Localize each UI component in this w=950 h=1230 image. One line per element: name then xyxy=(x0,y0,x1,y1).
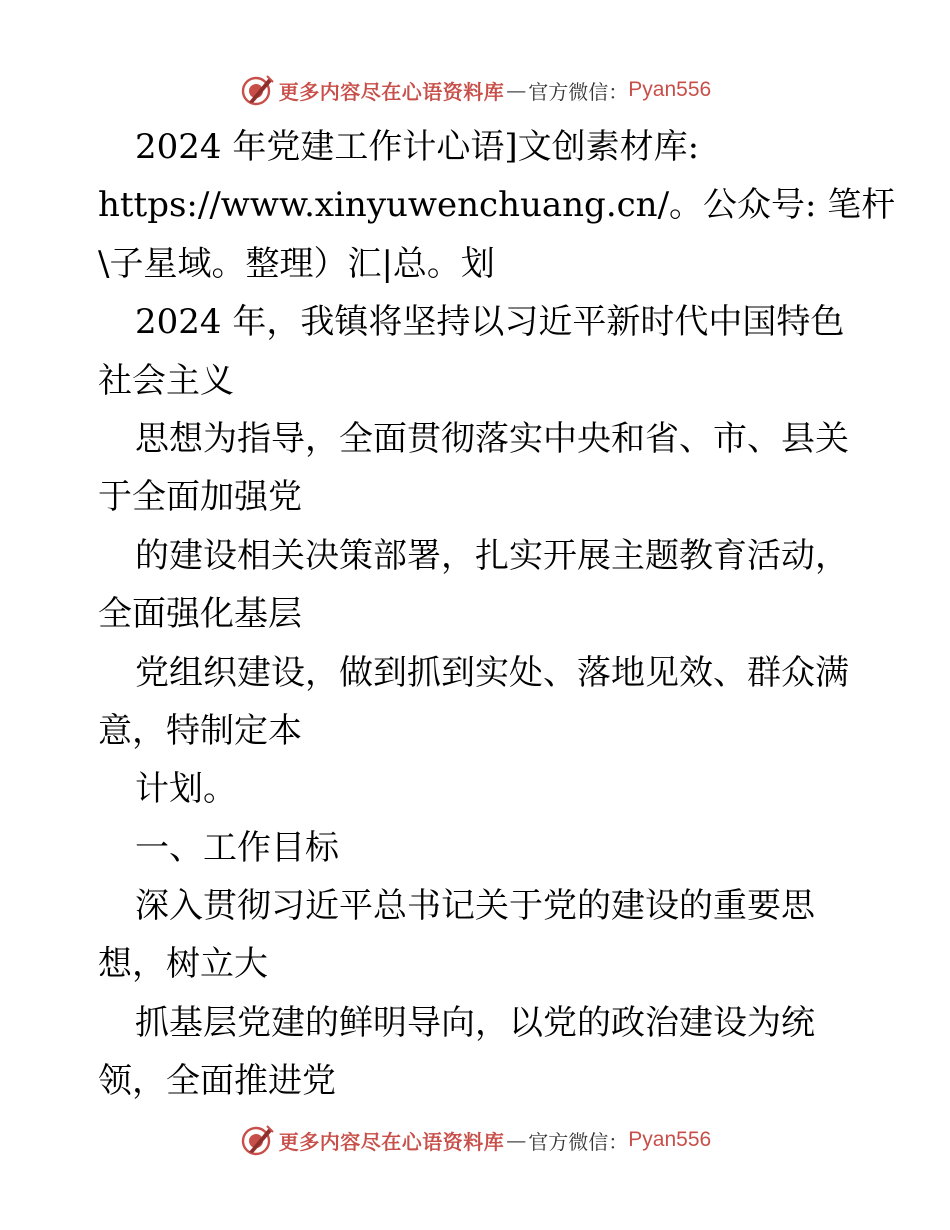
footer-separator: — xyxy=(506,1128,527,1152)
footer-wechat-id: Pyan556 xyxy=(628,1128,712,1151)
footer-brand-text: 更多内容尽在心语资料库 xyxy=(278,1129,505,1154)
doc-line: 2024 年党建工作计心语]文创素材库: xyxy=(135,127,700,167)
quill-logo-icon xyxy=(239,1122,275,1158)
header-brand-text: 更多内容尽在心语资料库 xyxy=(278,79,505,104)
doc-line: 计划。 xyxy=(135,769,237,810)
footer-wechat-label: 官方微信： xyxy=(528,1129,629,1154)
doc-line: 想，树立大 xyxy=(98,944,268,985)
doc-line: 全面强化基层 xyxy=(98,594,302,635)
doc-line: \子星域。整理）汇|总。划 xyxy=(98,243,495,284)
footer-banner xyxy=(0,1120,950,1160)
header-separator: — xyxy=(506,78,527,102)
doc-line: 党组织建设，做到抓到实处、落地见效、群众满 xyxy=(135,652,849,693)
doc-line: https://www.xinyuwenchuang.cn/。公众号: 笔杆 xyxy=(98,185,896,226)
header-banner xyxy=(0,70,950,110)
header-wechat-label: 官方微信： xyxy=(528,79,629,104)
doc-line: 思想为指导，全面贯彻落实中央和省、市、县关 xyxy=(135,418,849,459)
header-wechat-id: Pyan556 xyxy=(628,78,712,101)
doc-line: 抓基层党建的鲜明导向，以党的政治建设为统 xyxy=(135,1002,815,1043)
doc-line: 2024 年，我镇将坚持以习近平新时代中国特色 xyxy=(135,302,845,343)
doc-line: 深入贯彻习近平总书记关于党的建设的重要思 xyxy=(135,886,815,927)
doc-line: 领，全面推进党 xyxy=(98,1061,336,1102)
quill-logo-icon xyxy=(239,72,275,108)
document-body xyxy=(98,118,896,1111)
doc-line: 社会主义 xyxy=(98,360,234,401)
doc-line: 的建设相关决策部署，扎实开展主题教育活动， xyxy=(135,535,849,576)
section-heading: 一、工作目标 xyxy=(135,827,339,868)
doc-line: 于全面加强党 xyxy=(98,477,302,518)
doc-line: 意，特制定本 xyxy=(98,710,302,751)
